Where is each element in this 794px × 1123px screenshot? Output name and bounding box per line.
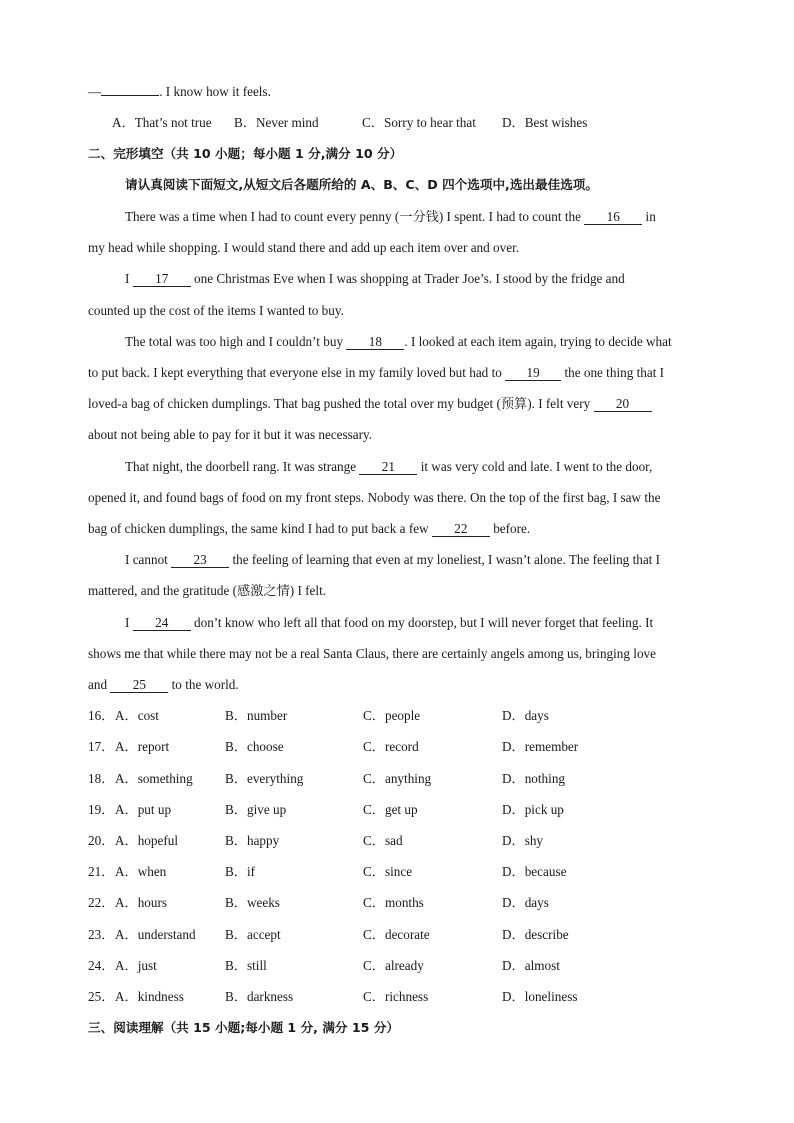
question-number: 19． bbox=[88, 802, 115, 817]
question-number: 25． bbox=[88, 989, 115, 1004]
question-number: 23． bbox=[88, 927, 115, 942]
option-c: C．anything bbox=[363, 771, 432, 786]
blank-16: 16 bbox=[584, 210, 642, 225]
question-number: 24． bbox=[88, 958, 115, 973]
passage-text: to put back. I kept everything that everyone else in my family loved but had to bbox=[88, 365, 502, 380]
option-a: A．kindness bbox=[115, 989, 184, 1004]
passage-text: the feeling of learning that even at my loneliest, I wasn’t alone. The feeling that I bbox=[232, 552, 661, 567]
passage-line bbox=[88, 395, 652, 413]
option-a: A．hopeful bbox=[115, 833, 178, 848]
option-d: D．loneliness bbox=[502, 989, 578, 1004]
passage-line bbox=[88, 676, 239, 694]
passage-text: loved-a bag of chicken dumplings. That bag pushed the total over my budget (预算). I felt very bbox=[88, 396, 591, 411]
passage-text: before. bbox=[493, 521, 531, 536]
option-d: D．days bbox=[502, 895, 549, 910]
passage-text: and bbox=[88, 677, 108, 692]
option-b: B．give up bbox=[225, 802, 287, 817]
passage-line: opened it, and found bags of food on my front steps. Nobody was there. On the top of the first bag, I saw the bbox=[88, 490, 661, 505]
passage-line: mattered, and the gratitude (感激之情) I felt. bbox=[88, 583, 327, 598]
option-b: B．still bbox=[225, 958, 267, 973]
section-heading-cloze: 二、完形填空（共 10 小题；每小题 1 分,满分 10 分） bbox=[88, 146, 403, 161]
passage-line: shows me that while there may not be a real Santa Claus, there are certainly angels among us, bringing love bbox=[88, 646, 656, 661]
passage-line bbox=[125, 551, 660, 569]
passage-line bbox=[125, 208, 656, 226]
question-number: 21． bbox=[88, 864, 115, 879]
blank-19: 19 bbox=[505, 366, 561, 381]
passage-line: counted up the cost of the items I wanted to buy. bbox=[88, 303, 344, 318]
option-a: A．just bbox=[115, 958, 157, 973]
passage-text: don’t know who left all that food on my doorstep, but I will never forget that feeling. It bbox=[194, 615, 654, 630]
passage-text: There was a time when I had to count every penny (一分钱) I spent. I had to count the bbox=[125, 209, 581, 224]
option-a: A．report bbox=[115, 739, 170, 754]
section-instruction: 请认真阅读下面短文,从短文后各题所给的 A、B、C、D 四个选项中,选出最佳选项。 bbox=[125, 177, 598, 192]
prev-option-d: D．Best wishes bbox=[502, 115, 588, 130]
passage-line bbox=[125, 333, 672, 351]
answer-blank bbox=[101, 95, 159, 96]
prev-option-b: B．Never mind bbox=[234, 115, 319, 130]
blank-24: 24 bbox=[133, 616, 191, 631]
passage-text: to the world. bbox=[171, 677, 239, 692]
option-c: C．decorate bbox=[363, 927, 430, 942]
dash: — bbox=[88, 84, 102, 99]
option-a: A．something bbox=[115, 771, 193, 786]
option-b: B．happy bbox=[225, 833, 280, 848]
option-a: A．hours bbox=[115, 895, 168, 910]
option-d: D．remember bbox=[502, 739, 579, 754]
option-b: B．weeks bbox=[225, 895, 280, 910]
blank-21: 21 bbox=[359, 460, 417, 475]
passage-line bbox=[125, 458, 652, 476]
question-number: 20． bbox=[88, 833, 115, 848]
option-b: B．accept bbox=[225, 927, 281, 942]
option-c: C．sad bbox=[363, 833, 403, 848]
blank-25: 25 bbox=[110, 678, 168, 693]
blank-18: 18 bbox=[346, 335, 404, 350]
option-c: C．get up bbox=[363, 802, 418, 817]
option-c: C．people bbox=[363, 708, 421, 723]
option-a: A．cost bbox=[115, 708, 159, 723]
prev-question-text: . I know how it feels. bbox=[159, 84, 271, 99]
option-d: D．because bbox=[502, 864, 567, 879]
blank-23: 23 bbox=[171, 553, 229, 568]
section-heading-reading: 三、阅读理解（共 15 小题;每小题 1 分, 满分 15 分） bbox=[88, 1020, 400, 1035]
passage-text: The total was too high and I couldn’t buy bbox=[125, 334, 344, 349]
passage-line bbox=[125, 270, 625, 288]
option-c: C．already bbox=[363, 958, 424, 973]
prev-question-stem bbox=[88, 83, 271, 101]
option-d: D．pick up bbox=[502, 802, 564, 817]
passage-text: in bbox=[645, 209, 656, 224]
option-d: D．describe bbox=[502, 927, 569, 942]
passage-text: it was very cold and late. I went to the door, bbox=[420, 459, 653, 474]
prev-option-a: A．That’s not true bbox=[112, 115, 212, 130]
passage-line bbox=[88, 364, 664, 382]
passage-line bbox=[88, 520, 530, 538]
option-d: D．shy bbox=[502, 833, 544, 848]
passage-text: bag of chicken dumplings, the same kind I had to put back a few bbox=[88, 521, 429, 536]
passage-line: my head while shopping. I would stand there and add up each item over and over. bbox=[88, 240, 520, 255]
option-d: D．nothing bbox=[502, 771, 566, 786]
option-d: D．days bbox=[502, 708, 549, 723]
passage-text: I cannot bbox=[125, 552, 168, 567]
option-b: B．number bbox=[225, 708, 288, 723]
passage-line bbox=[125, 614, 653, 632]
blank-20: 20 bbox=[594, 397, 652, 412]
option-c: C．richness bbox=[363, 989, 429, 1004]
option-b: B．if bbox=[225, 864, 256, 879]
option-b: B．choose bbox=[225, 739, 284, 754]
question-number: 18． bbox=[88, 771, 115, 786]
option-a: A．understand bbox=[115, 927, 196, 942]
option-c: C．since bbox=[363, 864, 413, 879]
option-d: D．almost bbox=[502, 958, 560, 973]
passage-text: . I looked at each item again, trying to decide what bbox=[404, 334, 672, 349]
prev-option-c: C．Sorry to hear that bbox=[362, 115, 476, 130]
question-number: 16． bbox=[88, 708, 115, 723]
passage-text: I bbox=[125, 271, 130, 286]
option-c: C．record bbox=[363, 739, 419, 754]
question-number: 22． bbox=[88, 895, 115, 910]
option-c: C．months bbox=[363, 895, 424, 910]
passage-line: about not being able to pay for it but it was necessary. bbox=[88, 427, 373, 442]
blank-17: 17 bbox=[133, 272, 191, 287]
option-a: A．when bbox=[115, 864, 167, 879]
passage-text: one Christmas Eve when I was shopping at Trader Joe’s. I stood by the fridge and bbox=[194, 271, 625, 286]
option-b: B．darkness bbox=[225, 989, 294, 1004]
question-number: 17． bbox=[88, 739, 115, 754]
passage-text: That night, the doorbell rang. It was strange bbox=[125, 459, 357, 474]
option-a: A．put up bbox=[115, 802, 172, 817]
blank-22: 22 bbox=[432, 522, 490, 537]
option-b: B．everything bbox=[225, 771, 304, 786]
passage-text: I bbox=[125, 615, 130, 630]
passage-text: the one thing that I bbox=[564, 365, 665, 380]
